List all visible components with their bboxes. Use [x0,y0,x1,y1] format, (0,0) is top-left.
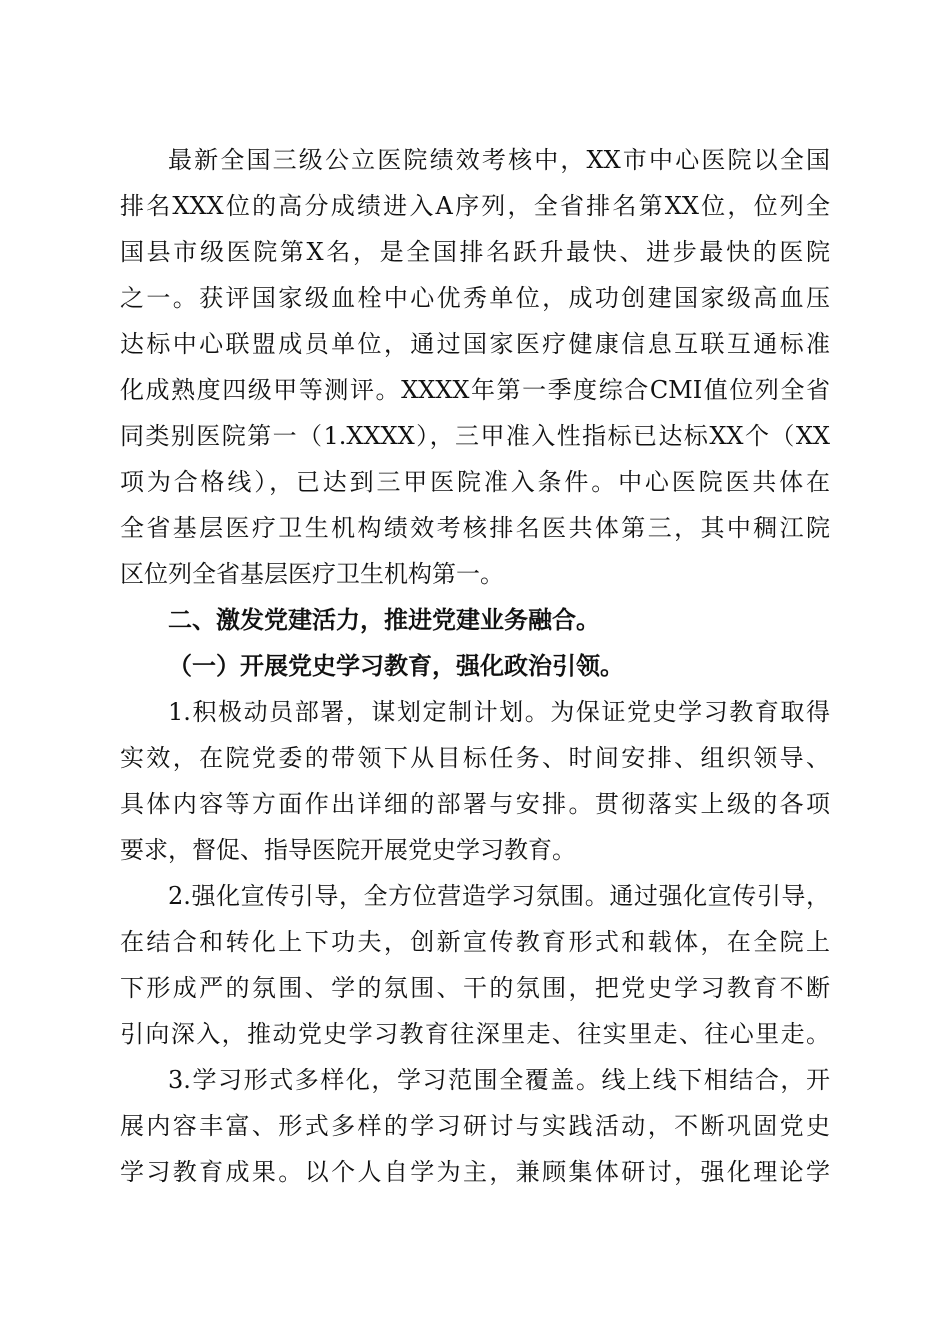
item-line: 1.积极动员部署，谋划定制计划。为保证党史学习教育取得 [168,698,830,726]
section-heading: 二、激发党建活力，推进党建业务融合。 [168,606,600,634]
item-line: 下形成严的氛围、学的氛围、干的氛围，把党史学习教育不断 [120,974,830,1002]
paragraph-line: 同类别医院第一（1.XXXX），三甲准入性指标已达标XX个（XX [120,422,830,450]
item-line: 具体内容等方面作出详细的部署与安排。贯彻落实上级的各项 [120,790,830,818]
paragraph-line: 最新全国三级公立医院绩效考核中，XX市中心医院以全国 [168,146,830,174]
paragraph-line: 项为合格线），已达到三甲医院准入条件。中心医院医共体在 [120,468,830,496]
item-line: 在结合和转化上下功夫，创新宣传教育形式和载体，在全院上 [120,928,830,956]
paragraph-line: 之一。获评国家级血栓中心优秀单位，成功创建国家级高血压 [120,284,830,312]
item-line: 学习教育成果。以个人自学为主，兼顾集体研讨，强化理论学 [120,1158,830,1186]
paragraph-line: 全省基层医疗卫生机构绩效考核排名医共体第三，其中稠江院 [120,514,830,542]
item-line: 3.学习形式多样化，学习范围全覆盖。线上线下相结合，开 [168,1066,830,1094]
item-line: 2.强化宣传引导，全方位营造学习氛围。通过强化宣传引导， [168,882,830,910]
paragraph-line: 达标中心联盟成员单位，通过国家医疗健康信息互联互通标准 [120,330,830,358]
item-line: 引向深入，推动党史学习教育往深里走、往实里走、往心里走。 [120,1020,830,1048]
paragraph-line: 化成熟度四级甲等测评。XXXX年第一季度综合CMI值位列全省 [120,376,830,404]
item-line: 实效，在院党委的带领下从目标任务、时间安排、组织领导、 [120,744,830,772]
paragraph-line: 国县市级医院第X名，是全国排名跃升最快、进步最快的医院 [120,238,830,266]
item-line: 要求，督促、指导医院开展党史学习教育。 [120,836,576,864]
paragraph-line: 区位列全省基层医疗卫生机构第一。 [120,560,504,588]
subsection-heading: （一）开展党史学习教育，强化政治引领。 [168,651,624,680]
item-line: 展内容丰富、形式多样的学习研讨与实践活动，不断巩固党史 [120,1112,830,1140]
paragraph-line: 排名XXX位的高分成绩进入A序列，全省排名第XX位，位列全 [120,192,830,220]
